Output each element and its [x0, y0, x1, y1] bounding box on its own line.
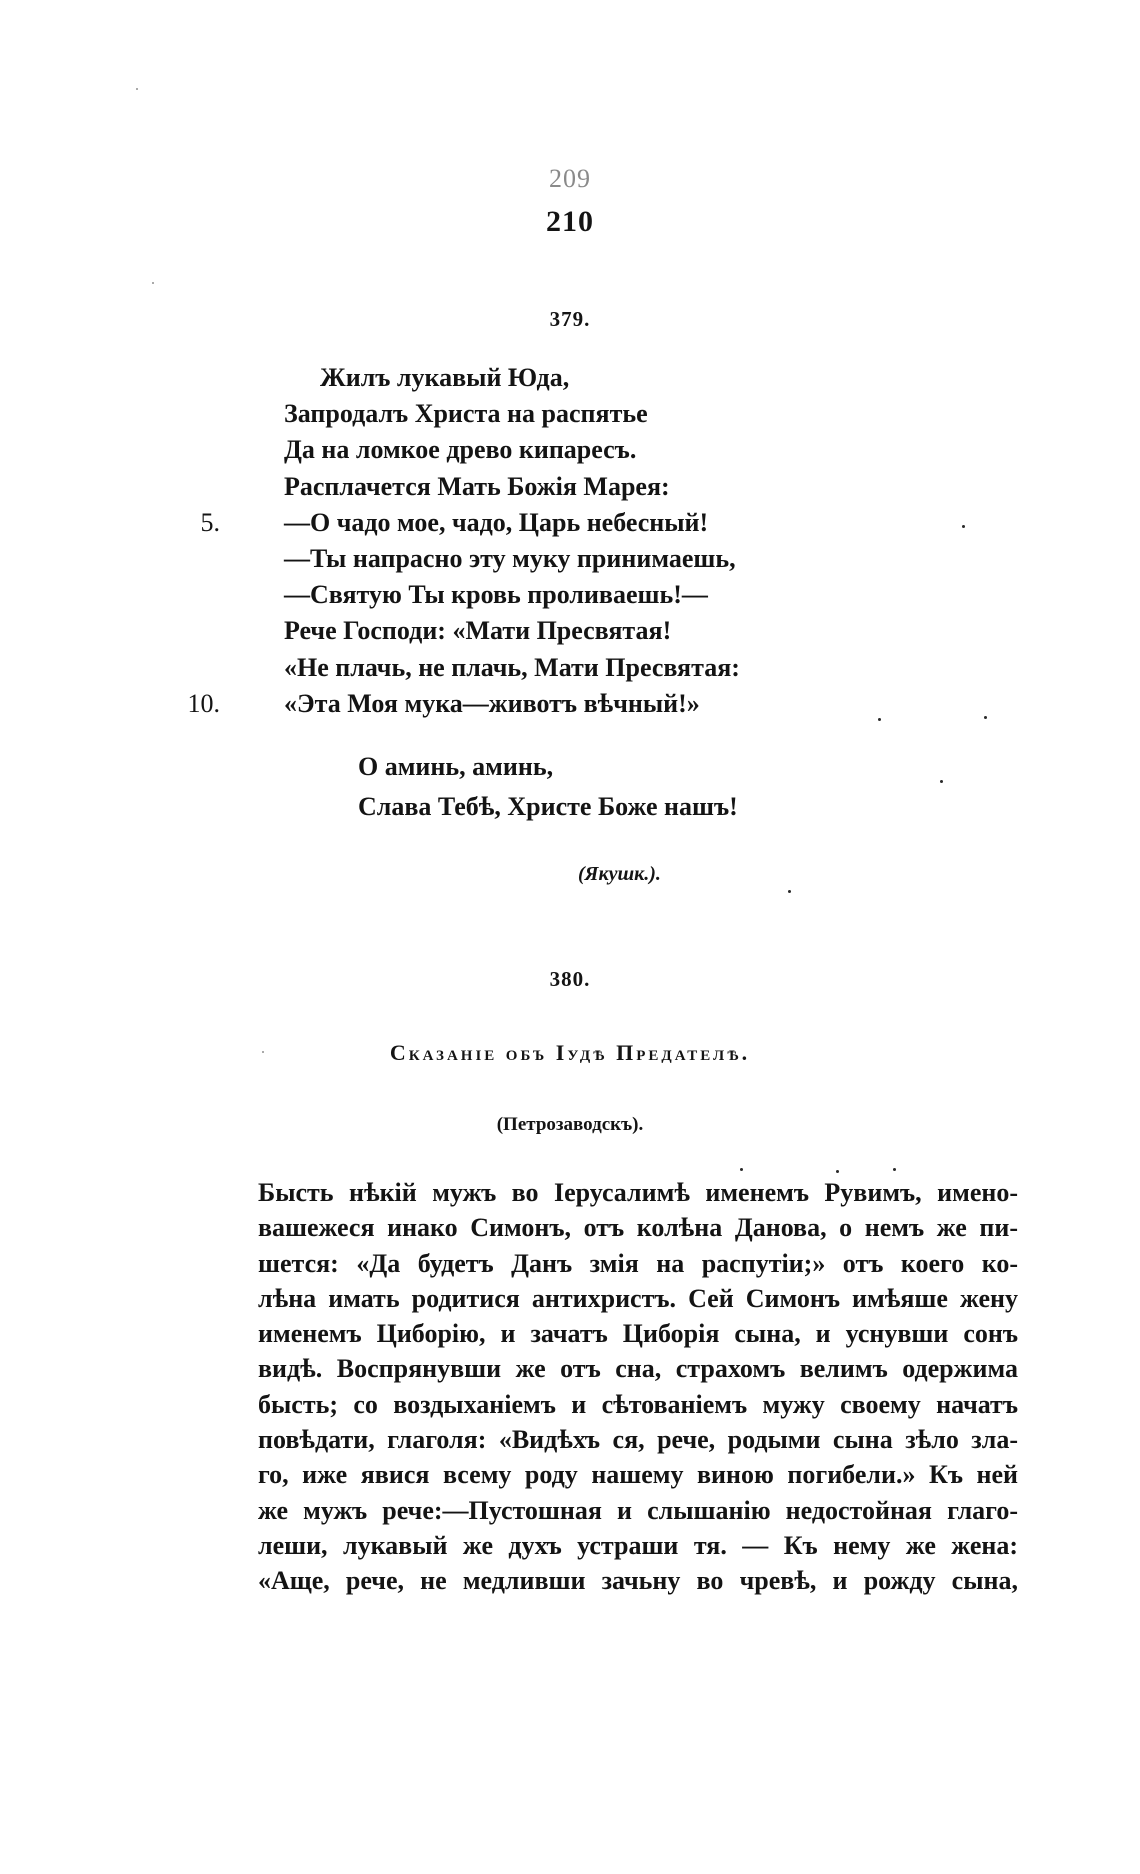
poem-line-text: Запродалъ Христа на распятье [284, 399, 648, 429]
scan-speck [984, 716, 987, 719]
text-line: повѣдати, глаголя: «Видѣхъ ся, рече, родыми сына зѣло зла- [258, 1425, 1018, 1455]
text-line: вашежеся инако Симонъ, отъ колѣна Данова, о немъ же пи- [258, 1213, 1018, 1243]
text-line: шется: «Да будетъ Данъ змія на распутіи;» отъ коего ко- [258, 1248, 1018, 1278]
poem-line-text: «Эта Моя мука—животъ вѣчный!» [284, 688, 700, 718]
legend-text [258, 1175, 1018, 1599]
text-line: видѣ. Воспрянувши же отъ сна, страхомъ велимъ одержима [258, 1354, 1018, 1384]
poem-line-text: Рече Господи: «Мати Пресвятая! [284, 616, 672, 646]
poem-line-text: Расплачется Мать Божія Марея: [284, 471, 670, 501]
scan-speck [940, 780, 943, 783]
closing-line: О аминь, аминь, [358, 752, 554, 781]
poem-line-text: Да на ломкое древо кипаресъ. [284, 435, 637, 465]
section-number-379: 379. [549, 307, 591, 331]
scan-speck [740, 1168, 743, 1171]
poem-closing [358, 747, 738, 827]
closing-line: Слава Тебѣ, Христе Боже нашъ! [358, 792, 738, 821]
scan-speck [136, 88, 138, 90]
line-number: 10. [187, 688, 220, 718]
text-line: бысть; со воздыханіемъ и сѣтованіемъ мужу своему начатъ [258, 1389, 1018, 1419]
scan-speck [878, 718, 881, 721]
text-line: го, иже явися всему роду нашему виною погибели.» Къ ней [258, 1460, 1018, 1490]
scan-speck [962, 525, 965, 528]
text-line: леши, лукавый же духъ устраши тя. — Къ нему же жена: [258, 1530, 1018, 1560]
poem-source: (Якушк.). [578, 863, 661, 885]
scan-speck [152, 282, 154, 284]
text-line: «Аще, рече, не медливши зачьну во чревѣ, и рожду сына, [258, 1566, 1018, 1596]
poem-line-text: —Святую Ты кровь проливаешь!— [284, 580, 708, 610]
faint-page-number: 209 [549, 164, 591, 193]
poem-line-text: «Не плачь, не плачь, Мати Пресвятая: [284, 652, 740, 682]
section-number-380: 380. [549, 967, 591, 991]
text-line: Бысть нѣкій мужъ во Іерусалимѣ именемъ Рувимъ, имено- [258, 1178, 1018, 1207]
scan-speck [893, 1168, 896, 1171]
poem-line-text: —О чадо мое, чадо, Царь небесный! [284, 507, 709, 537]
text-line: лѣна имать родитися антихристъ. Сей Симонъ имѣяше жену [258, 1283, 1018, 1313]
line-number: 5. [200, 507, 220, 537]
poem-line-text: —Ты напрасно эту муку принимаешь, [284, 543, 736, 573]
legend-title: Сказаніе объ Іудѣ Предателѣ. [389, 1040, 751, 1065]
legend-place: (Петрозаводскъ). [496, 1114, 644, 1135]
poem-line-text: Жилъ лукавый Юда, [320, 363, 570, 392]
scan-speck [788, 890, 791, 893]
scan-speck [836, 1170, 839, 1173]
text-line: именемъ Циборію, и зачатъ Циборія сына, и уснувши сонъ [258, 1319, 1018, 1349]
text-line: же мужъ рече:—Пустошная и слышанію недостойная глаго- [258, 1495, 1018, 1525]
page-number: 210 [546, 205, 594, 238]
scan-speck [262, 1051, 264, 1053]
